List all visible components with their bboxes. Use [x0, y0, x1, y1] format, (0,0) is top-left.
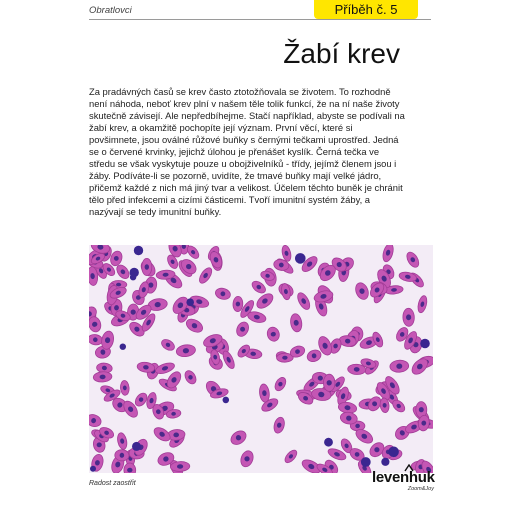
immune-cell: [223, 397, 230, 404]
red-blood-cell: [323, 374, 335, 391]
immune-cell: [134, 246, 143, 255]
red-blood-cell: [403, 308, 415, 326]
immune-cell: [120, 344, 126, 350]
header-category: Obratlovci: [89, 5, 132, 16]
logo-subtitle: Zoom&Joy: [407, 486, 434, 492]
logo-wordmark: levenhuk: [372, 469, 435, 486]
red-blood-cell: [142, 258, 152, 275]
immune-cell: [381, 458, 389, 466]
immune-cell: [361, 457, 371, 467]
blood-smear-photo: [89, 245, 433, 473]
immune-cell: [420, 339, 430, 349]
immune-cell: [295, 253, 306, 264]
levenhuk-logo: [372, 469, 434, 497]
header-rule: [89, 19, 431, 20]
immune-cell: [186, 298, 194, 306]
body-paragraph: Za pradávných časů se krev často ztotožňovala se životem. To rozhodně není náhoda, neboť krev plní v našem těle tolik funkcí, že na ní naše životy skutečně závisejí. Ale nepředbíhejme. Stačí například, abyste se podívali na žabí krev, a okamžitě pochopíte její význam. První věcí, které si povšimnete, jsou oválné růžové buňky s černými tečkami uprostřed. Jedná se o červené krvinky, jejichž úlohou je přenášet kyslík. Černá tečka ve středu se však vyskytuje pouze u obojživelníků - třídy, jejímž členem jsou i žáby. Podíváte-li se pozorně, uvidíte, že tmavé buňky mají velké jádro, přičemž každé z nich má jiný tvar a velikost. Účelem těchto buněk je chránit tělo před infekcemi a cizími částicemi. Tvoří imunitní systém žáby, a nazývají se tedy imunitní buňky.: [89, 86, 405, 217]
story-badge: Příběh č. 5: [314, 0, 418, 19]
immune-cell: [130, 268, 139, 277]
red-blood-cell: [115, 449, 130, 461]
immune-cell: [324, 438, 333, 447]
blood-smear-image: [89, 245, 433, 473]
immune-cell: [388, 447, 399, 458]
immune-cell: [90, 466, 96, 472]
page-title: Žabí krev: [283, 38, 400, 69]
footer-tagline: Radost zaostřit: [89, 480, 136, 487]
immune-cell: [132, 442, 141, 451]
